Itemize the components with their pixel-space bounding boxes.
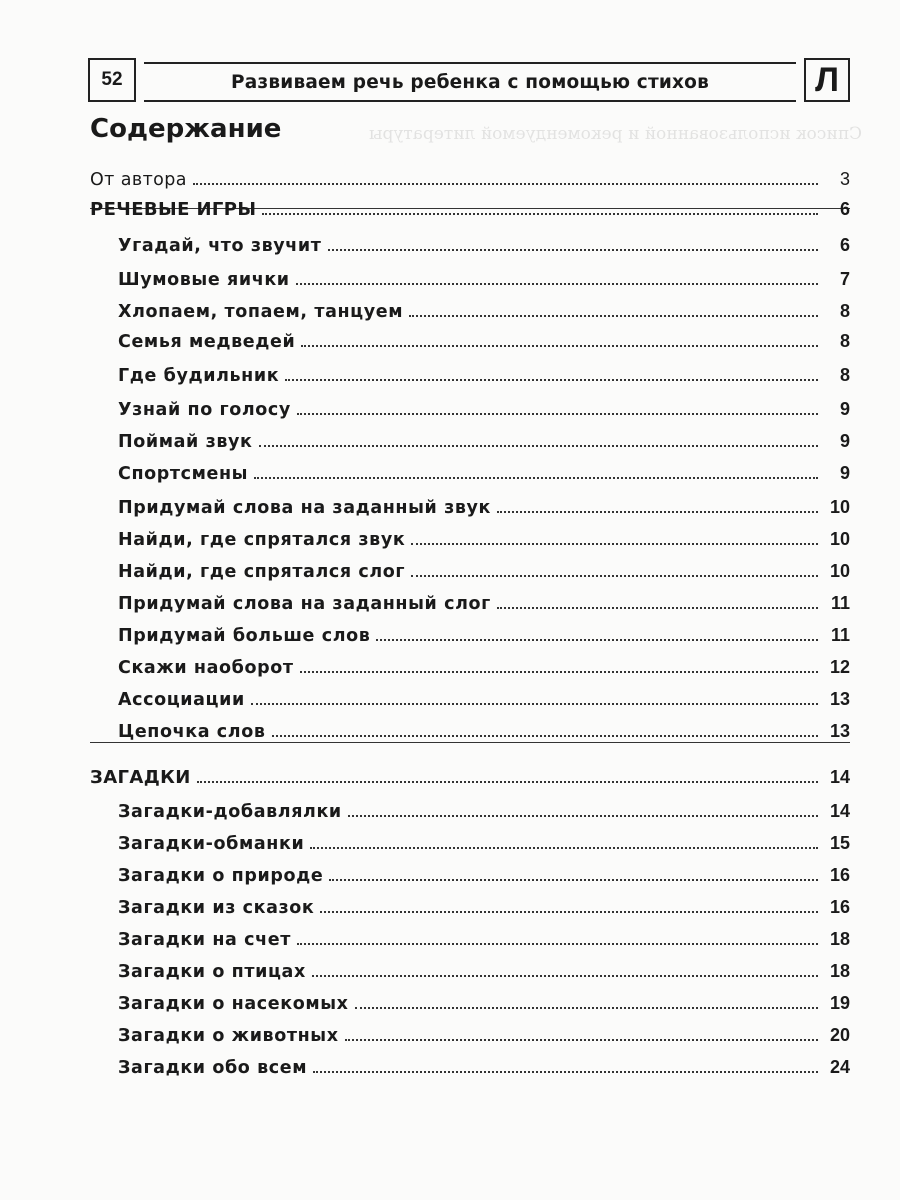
toc-entry [90,680,850,710]
toc-entry-page: 10 [829,561,850,581]
dot-leader [254,477,818,479]
toc-entry-page: 8 [839,365,850,385]
dot-leader [376,639,818,641]
toc-entry-page: 10 [829,529,850,549]
toc-entry-page: 6 [839,235,850,255]
section-divider [90,742,850,743]
dot-leader [300,671,818,673]
toc-entry-title: Загадки о животных [118,1026,339,1046]
page-heading: Содержание [90,114,282,144]
toc-entry [90,712,850,742]
toc-entry-page: 9 [839,431,850,451]
toc-entry-page: 8 [839,331,850,351]
toc-entry-page: 11 [830,593,850,613]
toc-entry-page: 14 [829,801,850,821]
dot-leader [310,847,818,849]
dot-leader [296,283,818,285]
toc-entry-title: Семья медведей [118,332,296,352]
toc-entry [90,888,850,918]
dot-leader [297,413,818,415]
toc-entry-title: Угадай, что звучит [118,236,322,256]
toc-entry-title: Загадки на счет [118,930,291,950]
toc-entry-title: Хлопаем, топаем, танцуем [118,302,404,322]
dot-leader [297,943,818,945]
toc-entry [90,488,850,518]
toc-entry [90,422,850,452]
toc-entry-title: Загадки-обманки [118,834,305,854]
toc-entry [90,520,850,550]
toc-entry-page: 13 [829,689,850,709]
toc-entry-page: 16 [829,865,850,885]
toc-entry-title: Загадки о насекомых [118,994,349,1014]
dot-leader [409,315,818,317]
toc-entry-title: РЕЧЕВЫЕ ИГРЫ [90,199,257,220]
dot-leader [285,379,818,381]
dot-leader [313,1071,818,1073]
dot-leader [328,249,818,251]
toc-entry [90,1048,850,1078]
toc-entry-page: 12 [829,657,850,677]
toc-entry [90,616,850,646]
toc-entry [90,552,850,582]
toc-entry-title: Найди, где спрятался слог [118,562,406,582]
toc-entry-page: 9 [839,399,850,419]
dot-leader [301,345,818,347]
toc-entry [90,648,850,678]
dot-leader [497,511,818,513]
section-mark: Л [804,58,850,102]
toc-entry [90,1016,850,1046]
toc-entry-title: Поймай звук [118,432,253,452]
toc-entry [90,454,850,484]
toc-entry [90,226,850,256]
dot-leader [411,543,818,545]
dot-leader [497,607,818,609]
toc-entry-title: Скажи наоборот [118,658,294,678]
toc-entry-page: 13 [829,721,850,741]
dot-leader [197,781,818,783]
toc-entry-page: 9 [839,463,850,483]
dot-leader [272,735,819,737]
toc-entry-title: Придумай слова на заданный звук [118,498,492,518]
header-band [144,62,796,102]
toc-entry [90,292,850,322]
toc-entry-title: Придумай больше слов [118,626,371,646]
toc-entry-title: Загадки-добавлялки [118,802,342,822]
toc-entry-page: 15 [829,833,850,853]
toc-entry-title: Загадки обо всем [118,1058,308,1078]
toc-entry-page: 7 [839,269,850,289]
toc-entry-title: Придумай слова на заданный слог [118,594,491,614]
dot-leader [259,445,818,447]
toc-entry-page: 24 [829,1057,850,1077]
dot-leader [320,911,818,913]
toc-entry-page: 16 [829,897,850,917]
toc-entry-page: 6 [839,199,850,219]
toc-entry-page: 10 [829,497,850,517]
toc-entry-title: Найди, где спрятался звук [118,530,406,550]
toc-entry [90,856,850,886]
toc-entry-title: Спортсмены [118,464,249,484]
toc-entry-page: 14 [829,767,850,787]
dot-leader [262,213,818,215]
dot-leader [251,703,818,705]
toc-entry [90,824,850,854]
bleed-through-text: Список использованной и рекомендуемой литературы [368,124,862,144]
toc-entry [90,390,850,420]
toc-section-entry [90,190,850,220]
dot-leader [345,1039,818,1041]
toc-entry [90,984,850,1014]
dot-leader [355,1007,818,1009]
running-title: Развиваем речь ребенка с помощью стихов [225,72,715,93]
toc-entry-title: Загадки о птицах [118,962,306,982]
toc-entry [90,356,850,386]
dot-leader [312,975,818,977]
toc-entry-page: 19 [829,993,850,1013]
toc-entry-title: ЗАГАДКИ [90,767,191,788]
toc-entry-page: 18 [829,929,850,949]
toc-entry [90,952,850,982]
toc-entry-title: Цепочка слов [118,722,266,742]
toc-section-entry [90,758,850,788]
page-number: 52 [88,58,136,102]
dot-leader [193,183,818,185]
toc-entry-title: Ассоциации [118,690,245,710]
toc-entry-title: Загадки из сказок [118,898,315,918]
toc-entry [90,584,850,614]
toc-entry [90,322,850,352]
dot-leader [411,575,818,577]
toc-entry-page: 20 [829,1025,850,1045]
toc-entry [90,160,850,190]
toc-entry [90,920,850,950]
toc-entry-page: 8 [839,301,850,321]
dot-leader [329,879,818,881]
dot-leader [348,815,818,817]
toc-entry-page: 18 [829,961,850,981]
toc-entry-title: Узнай по голосу [118,400,291,420]
toc-entry-page: 3 [839,169,850,189]
toc-entry-title: От автора [90,170,187,190]
toc-entry-page: 11 [830,625,850,645]
running-header [88,58,850,104]
toc-entry-title: Загадки о природе [118,866,324,886]
toc-entry [90,792,850,822]
toc-entry-title: Шумовые яички [118,270,290,290]
toc-entry [90,260,850,290]
toc-entry-title: Где будильник [118,366,280,386]
